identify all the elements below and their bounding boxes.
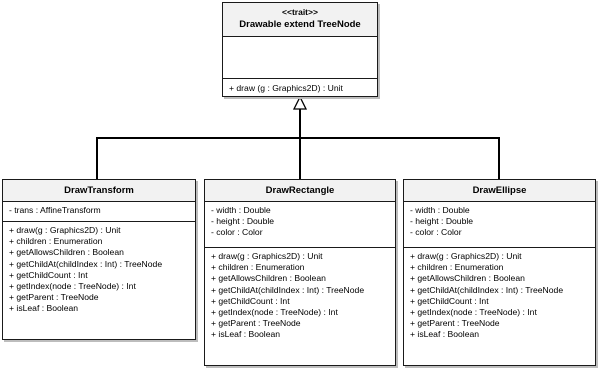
operation-row: + getAllowsChildren : Boolean	[410, 273, 525, 284]
operation-row: + isLeaf : Boolean	[211, 329, 281, 340]
operation-row: + getAllowsChildren : Boolean	[9, 247, 124, 258]
operation-row: + children : Enumeration	[211, 262, 305, 273]
operation-row: + getIndex(node : TreeNode) : Int	[211, 307, 338, 318]
connector-drawtransform	[97, 138, 300, 179]
trait-operations-compartment	[223, 79, 377, 96]
operation-row: + isLeaf : Boolean	[9, 303, 79, 314]
class-drawtransform[interactable]	[2, 179, 196, 340]
class-drawrectangle[interactable]	[204, 179, 396, 366]
operation-row: + isLeaf : Boolean	[410, 329, 480, 340]
operation-row: + getChildCount : Int	[9, 269, 88, 280]
attribute-row: - color : Color	[410, 227, 462, 238]
connector-drawellipse	[300, 138, 499, 179]
operation-row: + getParent : TreeNode	[9, 292, 99, 303]
trait-stereotype: <<trait>>	[282, 7, 318, 17]
class-drawellipse[interactable]	[403, 179, 596, 366]
operation-row: + getAllowsChildren : Boolean	[211, 273, 326, 284]
trait-header	[223, 3, 377, 37]
class-drawrectangle-name: DrawRectangle	[265, 185, 335, 196]
class-drawtransform-header	[3, 180, 195, 202]
class-drawtransform-name: DrawTransform	[64, 185, 134, 196]
attribute-row: - trans : AffineTransform	[9, 205, 101, 215]
class-drawrectangle-header	[205, 180, 395, 202]
trait-operation: + draw (g : Graphics2D) : Unit	[229, 83, 343, 93]
attribute-row: - width : Double	[211, 205, 271, 215]
operation-row: + getChildAt(childIndex : Int) : TreeNode	[9, 258, 163, 269]
operation-row: + draw(g : Graphics2D) : Unit	[410, 251, 522, 261]
generalization-arrowhead-icon	[294, 97, 306, 109]
class-drawellipse-attributes	[404, 202, 595, 248]
attribute-row: - height : Double	[410, 216, 474, 227]
operation-row: + getChildCount : Int	[211, 295, 290, 306]
operation-row: + getChildCount : Int	[410, 295, 489, 306]
class-drawrectangle-operations	[205, 248, 395, 343]
attribute-row: - width : Double	[410, 205, 470, 215]
trait-attributes-compartment	[223, 37, 377, 79]
operation-row: + getParent : TreeNode	[211, 318, 301, 329]
operation-row: + children : Enumeration	[9, 236, 103, 247]
operation-row: + children : Enumeration	[410, 262, 504, 273]
trait-name: Drawable extend TreeNode	[239, 19, 361, 30]
attribute-row: - height : Double	[211, 216, 275, 227]
operation-row: + getParent : TreeNode	[410, 318, 500, 329]
class-drawtransform-operations	[3, 222, 195, 317]
class-drawellipse-operations	[404, 248, 595, 343]
class-drawtransform-attributes	[3, 202, 195, 222]
operation-row: + getChildAt(childIndex : Int) : TreeNode	[211, 284, 365, 295]
operation-row: + getIndex(node : TreeNode) : Int	[9, 281, 136, 292]
operation-row: + getIndex(node : TreeNode) : Int	[410, 307, 537, 318]
operation-row: + draw(g : Graphics2D) : Unit	[9, 225, 121, 235]
operation-row: + draw(g : Graphics2D) : Unit	[211, 251, 323, 261]
class-drawellipse-header	[404, 180, 595, 202]
trait-drawable[interactable]	[222, 2, 378, 97]
class-drawellipse-name: DrawEllipse	[472, 185, 527, 196]
class-drawrectangle-attributes	[205, 202, 395, 248]
operation-row: + getChildAt(childIndex : Int) : TreeNode	[410, 284, 564, 295]
attribute-row: - color : Color	[211, 227, 263, 238]
